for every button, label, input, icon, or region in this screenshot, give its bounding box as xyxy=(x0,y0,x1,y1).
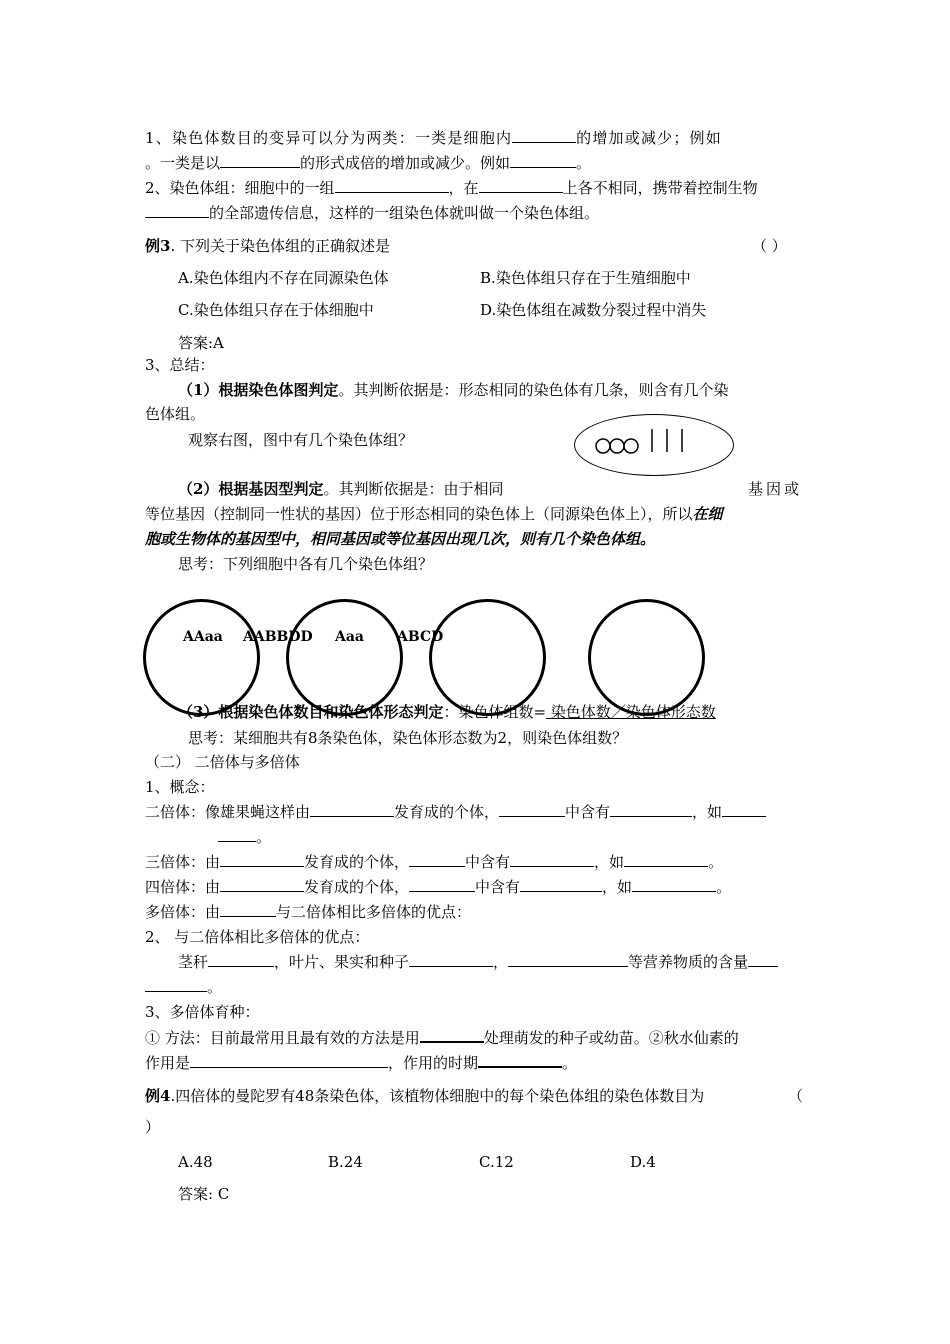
text: 三倍体：由 xyxy=(145,853,221,871)
fill-blank xyxy=(220,902,276,917)
fill-blank xyxy=(208,952,274,967)
bold-heading: （3）根据染色体数目和染色体形态判定 xyxy=(178,703,444,721)
text: 。一类是以 xyxy=(145,154,221,172)
fill-blank xyxy=(510,852,594,867)
fill-blank xyxy=(220,852,304,867)
part2-concept: 1、概念： xyxy=(145,778,215,796)
ex3-option-b: B.染色体组只存在于生殖细胞中 xyxy=(480,269,691,287)
text: 。 xyxy=(716,878,732,896)
text: ，如 xyxy=(594,853,625,871)
s3-p2-line1 xyxy=(178,479,503,499)
fill-blank xyxy=(145,977,207,992)
cell-circle xyxy=(588,599,705,716)
triploid-line xyxy=(145,852,723,872)
fill-blank xyxy=(218,827,256,842)
s3-title: 3、总结： xyxy=(145,356,215,374)
text: 。 xyxy=(256,828,272,846)
s3-p2-line2 xyxy=(145,504,723,524)
chromosome-diagram-marks xyxy=(574,414,734,476)
s2-line2 xyxy=(145,203,599,223)
ex4-option-b: B.24 xyxy=(328,1153,363,1171)
text: 多倍体：由 xyxy=(145,903,221,921)
ex3-question xyxy=(145,236,390,256)
part2-title: （二） 二倍体与多倍体 xyxy=(145,753,300,771)
ex4-option-a: A.48 xyxy=(178,1153,213,1171)
fill-blank xyxy=(409,852,465,867)
text: .四倍体的曼陀罗有48条染色体，该植物体细胞中的每个染色体组的染色体数目为 xyxy=(170,1087,705,1105)
fill-blank xyxy=(512,128,576,143)
text: ，在 xyxy=(448,179,479,197)
example-label: 例4 xyxy=(145,1087,171,1105)
round-chromosome xyxy=(610,439,624,453)
text: 。 xyxy=(708,853,724,871)
genotype-label: ABCD xyxy=(397,629,444,645)
text: 的增加或减少；例如 xyxy=(576,129,722,147)
text: 的形式成倍的增加或减少。例如 xyxy=(300,154,511,172)
breeding-line1 xyxy=(145,1027,739,1048)
text: 2、染色体组：细胞中的一组 xyxy=(145,179,335,197)
s2-line1 xyxy=(145,178,758,198)
text: . 下列关于染色体组的正确叙述是 xyxy=(170,237,390,255)
fill-blank xyxy=(409,877,475,892)
text: 中含有 xyxy=(565,803,611,821)
fill-blank xyxy=(409,952,493,967)
bold-heading: （2）根据基因型判定 xyxy=(178,480,324,498)
fill-blank xyxy=(508,952,628,967)
fill-blank xyxy=(610,802,692,817)
example-label: 例3 xyxy=(145,237,171,255)
text: 。 xyxy=(207,978,223,996)
genotype-label: Aaa xyxy=(335,629,365,645)
text: 等营养物质的含量 xyxy=(628,953,749,971)
s3-think2: 思考：某细胞共有8条染色体，染色体形态数为2，则染色体组数？ xyxy=(188,729,628,747)
emphasis-text: 在细 xyxy=(692,505,723,523)
genotype-label: AABBDD xyxy=(243,629,313,645)
text: 。 xyxy=(562,1054,578,1072)
text: 上各不相同，携带着控制生物 xyxy=(562,179,758,197)
cell-circle xyxy=(286,599,403,716)
cell-circle xyxy=(143,599,260,716)
text: 作用是 xyxy=(145,1054,191,1072)
ex3-paren: （ ） xyxy=(752,237,787,255)
text: ，叶片、果实和种子 xyxy=(274,953,410,971)
text: 中含有 xyxy=(475,878,521,896)
ex3-answer: 答案:A xyxy=(178,334,224,352)
advantage-line2 xyxy=(145,977,222,997)
ex3-option-a: A.染色体组内不存在同源染色体 xyxy=(178,269,389,287)
fill-blank xyxy=(335,178,449,193)
diploid-line2 xyxy=(218,827,271,847)
s3-p1-line1 xyxy=(178,380,728,400)
s1-line2 xyxy=(145,153,591,173)
text: 发育成的个体， xyxy=(304,878,410,896)
s3-p3 xyxy=(178,702,716,722)
fill-blank xyxy=(478,1052,562,1068)
s3-think1: 思考：下列细胞中各有几个染色体组？ xyxy=(178,555,434,573)
diploid-line xyxy=(145,802,766,822)
text: 四倍体：由 xyxy=(145,878,221,896)
text: ，如 xyxy=(692,803,723,821)
text: ① 方法：目前最常用且最有效的方法是用 xyxy=(145,1029,420,1047)
fill-blank xyxy=(420,1027,484,1043)
text: ， xyxy=(493,953,509,971)
fill-blank xyxy=(479,178,563,193)
text: 二倍体：像雄果蝇这样由 xyxy=(145,803,311,821)
round-chromosome xyxy=(596,439,610,453)
fill-blank xyxy=(510,153,576,168)
fill-blank xyxy=(632,877,716,892)
text: 。 xyxy=(576,154,592,172)
text: 的全部遗传信息，这样的一组染色体就叫做一个染色体组。 xyxy=(209,204,600,222)
ex4-option-c: C.12 xyxy=(479,1153,514,1171)
text: 中含有 xyxy=(465,853,511,871)
text: 发育成的个体， xyxy=(304,853,410,871)
s3-observe: 观察右图，图中有几个染色体组？ xyxy=(188,431,414,449)
ex3-option-c: C.染色体组只存在于体细胞中 xyxy=(178,301,374,319)
advantage-line xyxy=(178,952,778,972)
text: 发育成的个体， xyxy=(394,803,500,821)
fill-blank xyxy=(722,802,766,817)
s3-p2-right: 基因或 xyxy=(748,480,803,498)
ex4-paren-close: ） xyxy=(145,1118,161,1136)
genotype-label: AAaa xyxy=(183,629,223,645)
fill-blank xyxy=(520,877,602,892)
advantage-title: 2、 与二倍体相比多倍体的优点： xyxy=(145,928,370,946)
ex4-answer: 答案: C xyxy=(178,1185,230,1203)
fill-blank xyxy=(220,153,300,168)
s3-p1-line2: 色体组。 xyxy=(145,405,206,423)
polyploid-line xyxy=(145,902,471,922)
fill-blank xyxy=(748,952,778,967)
ex3-option-d: D.染色体组在减数分裂过程中消失 xyxy=(480,301,707,319)
formula-text: 染色体数／染色体形态数 xyxy=(546,703,716,721)
text: 等位基因（控制同一性状的基因）位于形态相同的染色体上（同源染色体上），所以 xyxy=(145,505,693,523)
tetraploid-line xyxy=(145,877,731,897)
s1-line1 xyxy=(145,128,722,148)
bold-heading: （1）根据染色体图判定 xyxy=(178,381,339,399)
text: 。其判断依据是：由于相同 xyxy=(323,480,504,498)
ex4-question xyxy=(145,1086,704,1106)
fill-blank xyxy=(190,1053,388,1068)
round-chromosome xyxy=(624,439,638,453)
text: ，作用的时期 xyxy=(388,1054,479,1072)
text: 茎秆 xyxy=(178,953,209,971)
text: 1、染色体数目的变异可以分为两类：一类是细胞内 xyxy=(145,129,513,147)
cell-circle xyxy=(429,599,546,716)
s3-p2-line3: 胞或生物体的基因型中，相同基因或等位基因出现几次，则有几个染色体组。 xyxy=(145,530,656,548)
fill-blank xyxy=(499,802,565,817)
fill-blank xyxy=(220,877,304,892)
text: 。其判断依据是：形态相同的染色体有几条，则含有几个染 xyxy=(338,381,729,399)
fill-blank xyxy=(310,802,394,817)
fill-blank xyxy=(624,852,708,867)
text: 与二倍体相比多倍体的优点： xyxy=(276,903,472,921)
breeding-line2 xyxy=(145,1052,577,1073)
text: ，如 xyxy=(602,878,633,896)
text: 处理萌发的种子或幼苗。②秋水仙素的 xyxy=(483,1029,739,1047)
fill-blank xyxy=(145,203,209,218)
ex4-paren-open: （ xyxy=(788,1087,804,1105)
breeding-title: 3、多倍体育种： xyxy=(145,1003,260,1021)
text: ：染色体组数= xyxy=(443,703,547,721)
ex4-option-d: D.4 xyxy=(630,1153,656,1171)
